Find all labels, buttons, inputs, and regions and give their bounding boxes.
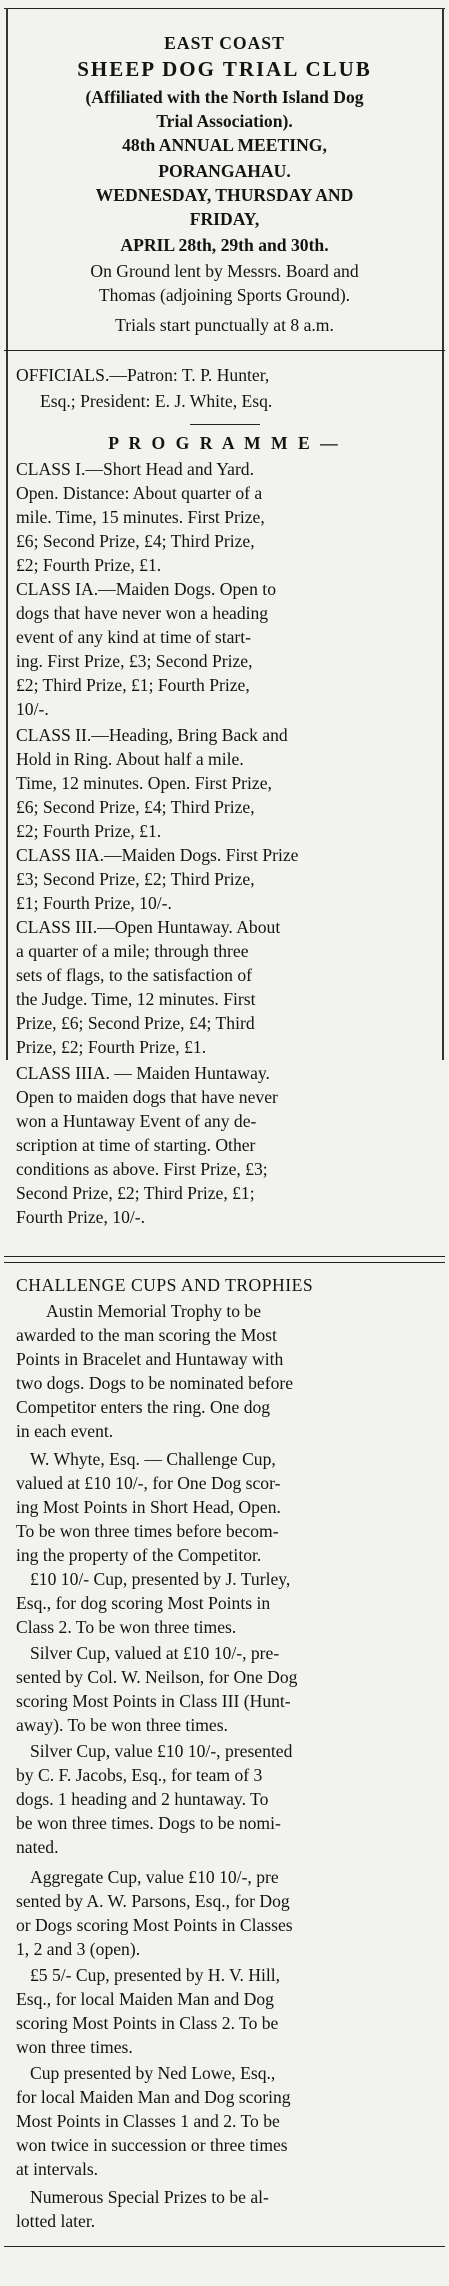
programme-line: ing. First Prize, £3; Second Prize,	[16, 651, 253, 671]
programme-line: Open to maiden dogs that have never	[16, 1087, 278, 1107]
officials-line1: OFFICIALS.—Patron: T. P. Hunter,	[16, 365, 270, 385]
cups-line: be won three times. Dogs to be nomi-	[16, 1813, 281, 1833]
cups-heading: CHALLENGE CUPS AND TROPHIES	[16, 1275, 314, 1295]
affiliation-line2: Trial Association).	[156, 111, 293, 131]
programme-line: conditions as above. First Prize, £3;	[16, 1159, 268, 1179]
programme-line: Hold in Ring. About half a mile.	[16, 749, 244, 769]
cups-line: won twice in succession or three times	[16, 2135, 288, 2155]
start-time: Trials start punctually at 8 a.m.	[115, 315, 334, 335]
meeting-days-line2: FRIDAY,	[189, 209, 260, 229]
cups-line: two dogs. Dogs to be nominated before	[16, 1373, 294, 1393]
cups-line: £10 10/- Cup, presented by J. Turley,	[30, 1569, 291, 1589]
programme-line: a quarter of a mile; through three	[16, 941, 249, 961]
programme-line: £2; Fourth Prize, £1.	[16, 555, 162, 575]
cups-line: Class 2. To be won three times.	[16, 1617, 237, 1637]
divider	[4, 1256, 445, 1257]
programme-line: CLASS III.—Open Huntaway. About	[16, 917, 281, 937]
cups-line: ing the property of the Competitor.	[16, 1545, 262, 1565]
top-rule	[4, 8, 445, 9]
programme-line: Fourth Prize, 10/-.	[16, 1207, 146, 1227]
cups-line: To be won three times before becom-	[16, 1521, 279, 1541]
cups-line: by C. F. Jacobs, Esq., for team of 3	[16, 1765, 263, 1785]
cups-line: ing Most Points in Short Head, Open.	[16, 1497, 281, 1517]
affiliation-line1: (Affiliated with the North Island Dog	[85, 87, 364, 107]
cups-line: for local Maiden Man and Dog scoring	[16, 2087, 291, 2107]
cups-line: W. Whyte, Esq. — Challenge Cup,	[30, 1449, 276, 1469]
programme-line: CLASS II.—Heading, Bring Back and	[16, 725, 288, 745]
meeting-place: PORANGAHAU.	[158, 161, 291, 181]
cups-line: in each event.	[16, 1421, 114, 1441]
officials-line2: Esq.; President: E. J. White, Esq.	[40, 391, 273, 411]
cups-line: nated.	[16, 1837, 59, 1857]
cups-line: Aggregate Cup, value £10 10/-, pre	[30, 1867, 279, 1887]
programme-line: CLASS I.—Short Head and Yard.	[16, 459, 255, 479]
cups-line: Competitor enters the ring. One dog	[16, 1397, 271, 1417]
programme-line: £2; Fourth Prize, £1.	[16, 821, 162, 841]
cups-line: scoring Most Points in Class 2. To be	[16, 2013, 279, 2033]
club-name: SHEEP DOG TRIAL CLUB	[77, 57, 372, 81]
cups-line: at intervals.	[16, 2159, 99, 2179]
programme-line: the Judge. Time, 12 minutes. First	[16, 989, 256, 1009]
programme-line: £6; Second Prize, £4; Third Prize,	[16, 797, 255, 817]
programme-line: £1; Fourth Prize, 10/-.	[16, 893, 172, 913]
header-line1: EAST COAST	[164, 33, 285, 53]
programme-line: £3; Second Prize, £2; Third Prize,	[16, 869, 255, 889]
programme-line: CLASS IIA.—Maiden Dogs. First Prize	[16, 845, 299, 865]
programme-line: CLASS IIIA. — Maiden Huntaway.	[16, 1063, 270, 1083]
programme-line: Open. Distance: About quarter of a	[16, 483, 263, 503]
meeting-title: 48th ANNUAL MEETING,	[122, 135, 327, 155]
programme-line: Prize, £2; Fourth Prize, £1.	[16, 1037, 207, 1057]
programme-line: 10/-.	[16, 699, 49, 719]
cups-line: or Dogs scoring Most Points in Classes	[16, 1915, 293, 1935]
programme-line: £2; Third Prize, £1; Fourth Prize,	[16, 675, 250, 695]
cups-line: valued at £10 10/-, for One Dog scor-	[16, 1473, 281, 1493]
programme-line: mile. Time, 15 minutes. First Prize,	[16, 507, 265, 527]
cups-line: Cup presented by Ned Lowe, Esq.,	[30, 2063, 276, 2083]
programme-line: Time, 12 minutes. Open. First Prize,	[16, 773, 272, 793]
meeting-days-line1: WEDNESDAY, THURSDAY AND	[95, 185, 354, 205]
cups-line: scoring Most Points in Class III (Hunt-	[16, 1691, 291, 1711]
cups-line: away). To be won three times.	[16, 1715, 228, 1735]
cups-line: Esq., for local Maiden Man and Dog	[16, 1989, 274, 2009]
short-divider	[190, 424, 260, 425]
programme-line: Prize, £6; Second Prize, £4; Third	[16, 1013, 255, 1033]
divider	[4, 1262, 445, 1263]
programme-line: dogs that have never won a heading	[16, 603, 269, 623]
cups-line: Silver Cup, value £10 10/-, presented	[30, 1741, 293, 1761]
programme-line: Second Prize, £2; Third Prize, £1;	[16, 1183, 255, 1203]
ground-line2: Thomas (adjoining Sports Ground).	[98, 285, 351, 305]
cups-line: Most Points in Classes 1 and 2. To be	[16, 2111, 280, 2131]
cups-line: Silver Cup, valued at £10 10/-, pre-	[30, 1643, 280, 1663]
cups-line: lotted later.	[16, 2211, 96, 2231]
programme-line: sets of flags, to the satisfaction of	[16, 965, 252, 985]
programme-line: event of any kind at time of start-	[16, 627, 251, 647]
cups-line: sented by A. W. Parsons, Esq., for Dog	[16, 1891, 290, 1911]
divider	[4, 350, 445, 351]
cups-line: dogs. 1 heading and 2 huntaway. To	[16, 1789, 269, 1809]
meeting-dates: APRIL 28th, 29th and 30th.	[120, 235, 329, 255]
cups-line: awarded to the man scoring the Most	[16, 1325, 277, 1345]
programme-line: CLASS IA.—Maiden Dogs. Open to	[16, 579, 276, 599]
programme-line: won a Huntaway Event of any de-	[16, 1111, 257, 1131]
programme-line: scription at time of starting. Other	[16, 1135, 256, 1155]
cups-line: 1, 2 and 3 (open).	[16, 1939, 141, 1959]
programme-heading: P R O G R A M M E —	[108, 433, 341, 453]
cups-line: Points in Bracelet and Huntaway with	[16, 1349, 284, 1369]
cups-line: Austin Memorial Trophy to be	[46, 1301, 262, 1321]
cups-line: £5 5/- Cup, presented by H. V. Hill,	[30, 1965, 281, 1985]
cups-line: sented by Col. W. Neilson, for One Dog	[16, 1667, 298, 1687]
cups-line: Esq., for dog scoring Most Points in	[16, 1593, 271, 1613]
cups-line: Numerous Special Prizes to be al-	[30, 2187, 269, 2207]
bottom-rule	[4, 2246, 445, 2247]
cups-line: won three times.	[16, 2037, 133, 2057]
ground-line1: On Ground lent by Messrs. Board and	[90, 261, 359, 281]
programme-line: £6; Second Prize, £4; Third Prize,	[16, 531, 255, 551]
